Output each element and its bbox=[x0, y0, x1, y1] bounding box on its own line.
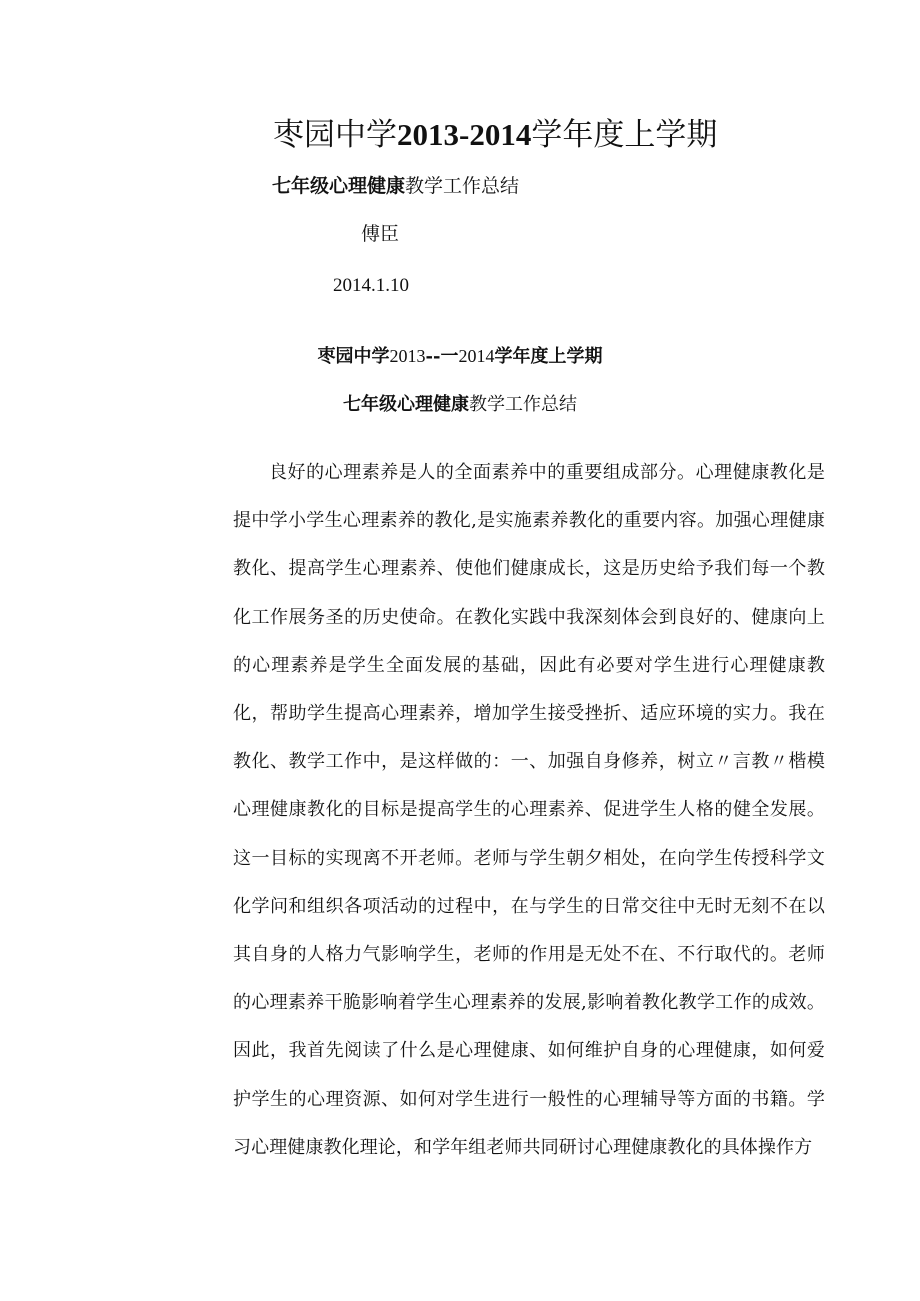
body-paragraph: 良好的心理素养是人的全面素养中的重要组成部分。心理健康教化是提中学小学生心理素养的教化,是实施素养教化的重要内容。加强心理健康教化、提高学生心理素养、使他们健康成长，这是历史给予我们每一个教化工作展务圣的历史使命。在教化实践中我深刻体会到良好的、健康向上的心理素养是学生全面发展的基础，因此有必要对学生进行心理健康教化，帮助学生提高心理素养，增加学生接受挫折、适应环境的实力。我在教化、教学工作中，是这样做的：一、加强自身修养，树立〃言教〃楷模心理健康教化的目标是提高学生的心理素养、促进学生人格的健全发展。这一目标的实现离不开老师。老师与学生朝夕相处，在向学生传授科学文化学问和组织各项活动的过程中，在与学生的日常交往中无时无刻不在以其自身的人格力气影响学生，老师的作用是无处不在、不行取代的。老师的心理素养干脆影响着学生心理素养的发展,影响着教化教学工作的成效。因此，我首先阅读了什么是心理健康、如何维护自身的心理健康，如何爱护学生的心理资源、如何对学生进行一般性的心理辅导等方面的书籍。学习心理健康教化理论，和学年组老师共同研讨心理健康教化的具体操作方 bbox=[233, 462, 825, 1158]
cover-author: 傅臣 bbox=[361, 223, 400, 245]
cover-date: 2014.1.10 bbox=[333, 275, 409, 296]
cover-subtitle bbox=[272, 172, 519, 200]
cover-title-prefix: 枣园中学 bbox=[273, 117, 397, 153]
body-title-year1: 2013 bbox=[389, 346, 426, 366]
cover-title bbox=[273, 114, 717, 156]
cover-title-suffix: 学年度上学期 bbox=[531, 117, 718, 153]
body-title-dash: --一 bbox=[425, 346, 459, 367]
cover-subtitle-rest: 教学工作总结 bbox=[405, 175, 520, 197]
cover-subtitle-bold: 七年级心理健康 bbox=[272, 175, 406, 197]
body-title-year2: 2014 bbox=[458, 346, 495, 366]
body-title-prefix: 枣园中学 bbox=[317, 346, 390, 367]
body-title-suffix: 学年度上学期 bbox=[494, 346, 603, 367]
body-subtitle-rest: 教学工作总结 bbox=[469, 394, 577, 415]
body-subtitle-bold: 七年级心理健康 bbox=[343, 394, 469, 415]
cover-title-years: 2013-2014 bbox=[397, 117, 532, 152]
body-title bbox=[0, 342, 920, 371]
body-subtitle bbox=[0, 391, 920, 419]
